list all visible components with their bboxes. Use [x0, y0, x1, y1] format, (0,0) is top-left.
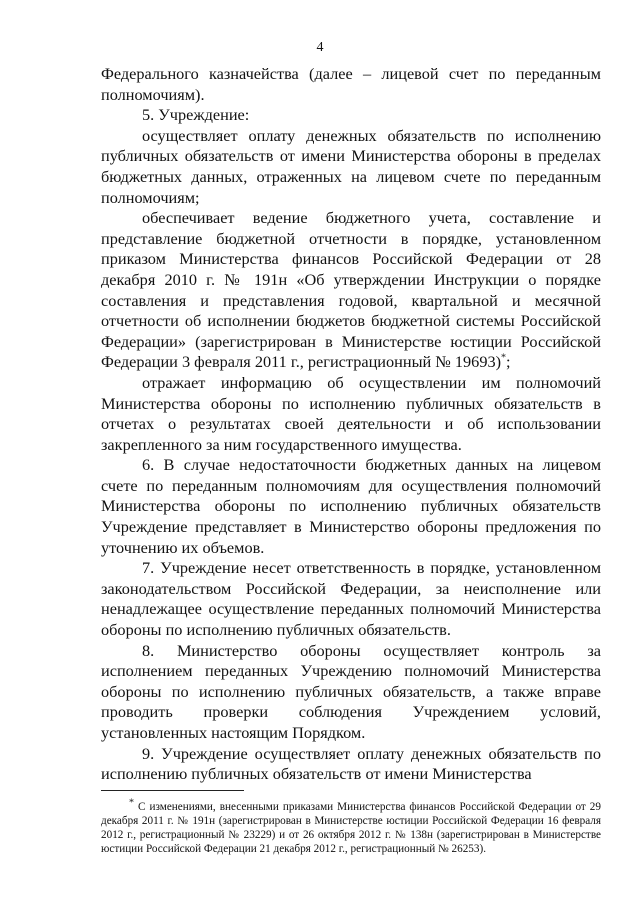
- paragraph-5-accounting-text: обеспечивает ведение бюджетного учета, составление и представление бюджетной отчетности в порядке, установленном приказом Министерства финансов Российской Федерации от 28 декабря 2010 г. № 191н «Об утверждении Инструкции о порядке составления и представления годовой, квартальной и месячной отчетности об исполнении бюджетов бюджетной системы Российской Федерации» (зарегистрирован в Министерстве юстиции Российской Федерации 3 февраля 2011 г., регистрационный № 19693): [101, 208, 601, 372]
- document-body: [101, 64, 601, 785]
- footnote: [101, 797, 601, 856]
- footnote-mark: *: [129, 797, 134, 809]
- paragraph-5-accounting-end: ;: [506, 352, 511, 372]
- paragraph-5-reporting: отражает информацию об осуществлении им полномочий Министерства обороны по исполнению публичных обязательств в отчетах о результатах своей деятельности и об использовании закрепленного за ним государственного имущества.: [101, 372, 601, 454]
- page-number: 4: [316, 40, 324, 55]
- footnote-divider: [101, 790, 244, 791]
- footnote-text: С изменениями, внесенными приказами Министерства финансов Российской Федерации от 29 декабря 2011 г. № 191н (зарегистрирован в Министерстве юстиции Российской Федерации 16 февраля 2012 г., регистрационный № 23229) и от 26 октября 2012 г. № 138н (зарегистрирован в Министерстве юстиции Российской Федерации 21 декабря 2012 г., регистрационный № 26253).: [101, 801, 601, 855]
- paragraph-9: 9. Учреждение осуществляет оплату денежных обязательств по исполнению публичных обязательств от имени Министерства: [101, 743, 601, 784]
- paragraph-6: 6. В случае недостаточности бюджетных данных на лицевом счете по переданным полномочиям для осуществления полномочий Министерства обороны по исполнению публичных обязательств Учреждение представляет в Министерство обороны предложения по уточнению их объемов.: [101, 455, 601, 557]
- paragraph-5-heading: 5. Учреждение:: [142, 105, 250, 125]
- paragraph-7: 7. Учреждение несет ответственность в порядке, установленном законодательством Российской Федерации, за неисполнение или ненадлежащее осуществление переданных полномочий Министерства обороны по исполнению публичных обязательств.: [101, 558, 601, 640]
- paragraph-5-payment: осуществляет оплату денежных обязательств по исполнению публичных обязательств от имени Министерства обороны в пределах бюджетных данных, отраженных на лицевом счете по переданным полномочиям;: [101, 125, 601, 207]
- paragraph-5-accounting: [101, 208, 601, 373]
- paragraph-8: 8. Министерство обороны осуществляет контроль за исполнением переданных Учреждению полномочий Министерства обороны по исполнению публичных обязательств, а также вправе проводить проверки соблюдения Учреждением условий, установленных настоящим Порядком.: [101, 640, 601, 742]
- footnote-reference: *: [501, 352, 507, 364]
- paragraph-continuation: Федерального казначейства (далее – лицевой счет по переданным полномочиям).: [101, 64, 601, 104]
